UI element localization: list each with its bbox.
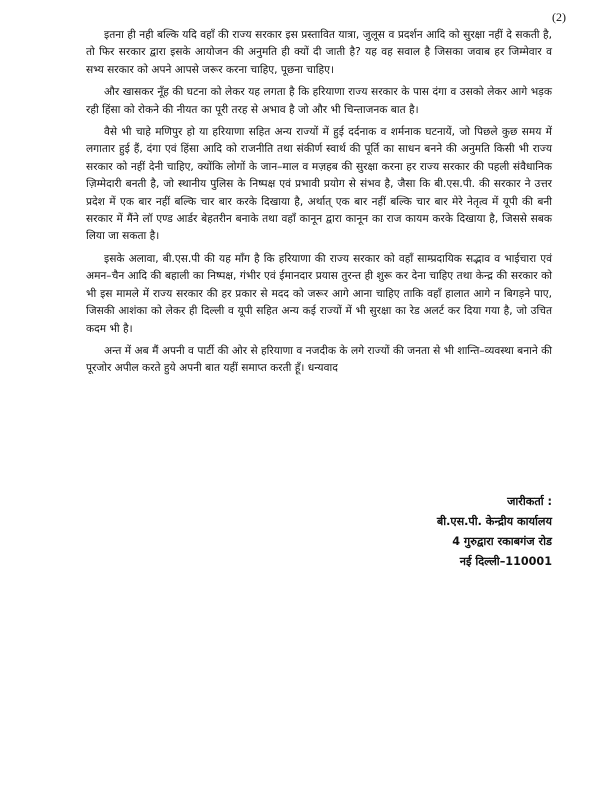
issuer-address: 4 गुरुद्वारा रकाबगंज रोड xyxy=(452,535,552,548)
paragraph-5: अन्त में अब मैं अपनी व पार्टी की ओर से हरियाणा व नजदीक के लगे राज्यों की जनता से भी शान्ति–व्यवस्था बनाने की पूरजोर अपील करते हुये अपनी बात यहीं समाप्त करती हूँ। धन्यवाद xyxy=(86,344,552,375)
issuer-office: बी.एस.पी. केन्द्रीय कार्यालय xyxy=(436,515,552,528)
paragraph-1: इतना ही नही बल्कि यदि वहाँ की राज्य सरकार इस प्रस्तावित यात्रा, जुलूस व प्रदर्शन आदि को सुरक्षा नहीं दे सकती है, तो फिर सरकार द्वारा इसके आयोजन की अनुमति ही क्यों दी जाती है? यह वह सवाल है जिसका जवाब हर जिम्मेवार व सभ्य सरकार को अपने आपसे जरूर करना चाहिए, पूछना चाहिए। xyxy=(86,29,552,76)
paragraph-4: इसके अलावा, बी.एस.पी की यह माँग है कि हरियाणा की राज्य सरकार को वहाँ साम्प्रदायिक सद्भाव व भाईचारा एवं अमन–चैन आदि की बहाली का निष्पक्ष, गंभीर एवं ईमानदार प्रयास तुरन्त ही शुरू कर देना चाहिए तथा केन्द्र की सरकार को भी इस मामले में राज्य सरकार की हर प्रकार से मदद को जरूर आगे आना चाहिए ताकि वहाँ हालात आगे न बिगड़ने पाए, जिसकी आशंका को लेकर ही दिल्ली व यूपी सहित अन्य कई राज्यों में भी सुरक्षा का रेड अलर्ट कर दिया गया है, जो उचित कदम भी है। xyxy=(86,252,552,335)
paragraph-2: और खासकर नूँह की घटना को लेकर यह लगता है कि हरियाणा राज्य सरकार के पास दंगा व उसको लेकर आगे भड़क रही हिंसा को रोकने की नीयत का पूरी तरह से अभाव है जो और भी चिन्ताजनक बात है। xyxy=(86,86,552,116)
paragraph-3: वैसे भी चाहे मणिपुर हो या हरियाणा सहित अन्य राज्यों में हुई दर्दनाक व शर्मनाक घटनायें, जो पिछले कुछ समय में लगातार हुई हैं, दंगा एवं हिंसा आदि को राजनीति तथा संकीर्ण स्वार्थ की पूर्ति का साधन बनने की अनुमति किसी भी राज्य सरकार को नहीं देनी चाहिए, क्योंकि लोगों के जान–माल व मज़हब की सुरक्षा करना हर राज्य सरकार की पहली संवैधानिक ज़िम्मेदारी बनती है, जो स्थानीय पुलिस के निष्पक्ष एवं प्रभावी प्रयोग से संभव है, जैसा कि बी.एस.पी. की सरकार ने उत्तर प्रदेश में एक बार नहीं बल्कि चार बार करके दिखाया है, अर्थात् एक बार नहीं बल्कि चार बार मेरे नेतृत्व में यूपी की बनी सरकार में मैंने लॉ एण्ड आर्डर बेहतरीन बनाके तथा वहाँ कानून द्वारा कानून का राज कायम करके दिखाया है, जिससे सबक लिया जा सकता है। xyxy=(86,126,552,243)
page-number: (2) xyxy=(552,10,566,24)
issuer-city: नई दिल्ली–110001 xyxy=(459,555,552,568)
issuer-label: जारीकर्ता : xyxy=(507,495,552,508)
press-release-body xyxy=(86,27,552,383)
issuer-block xyxy=(272,492,552,572)
